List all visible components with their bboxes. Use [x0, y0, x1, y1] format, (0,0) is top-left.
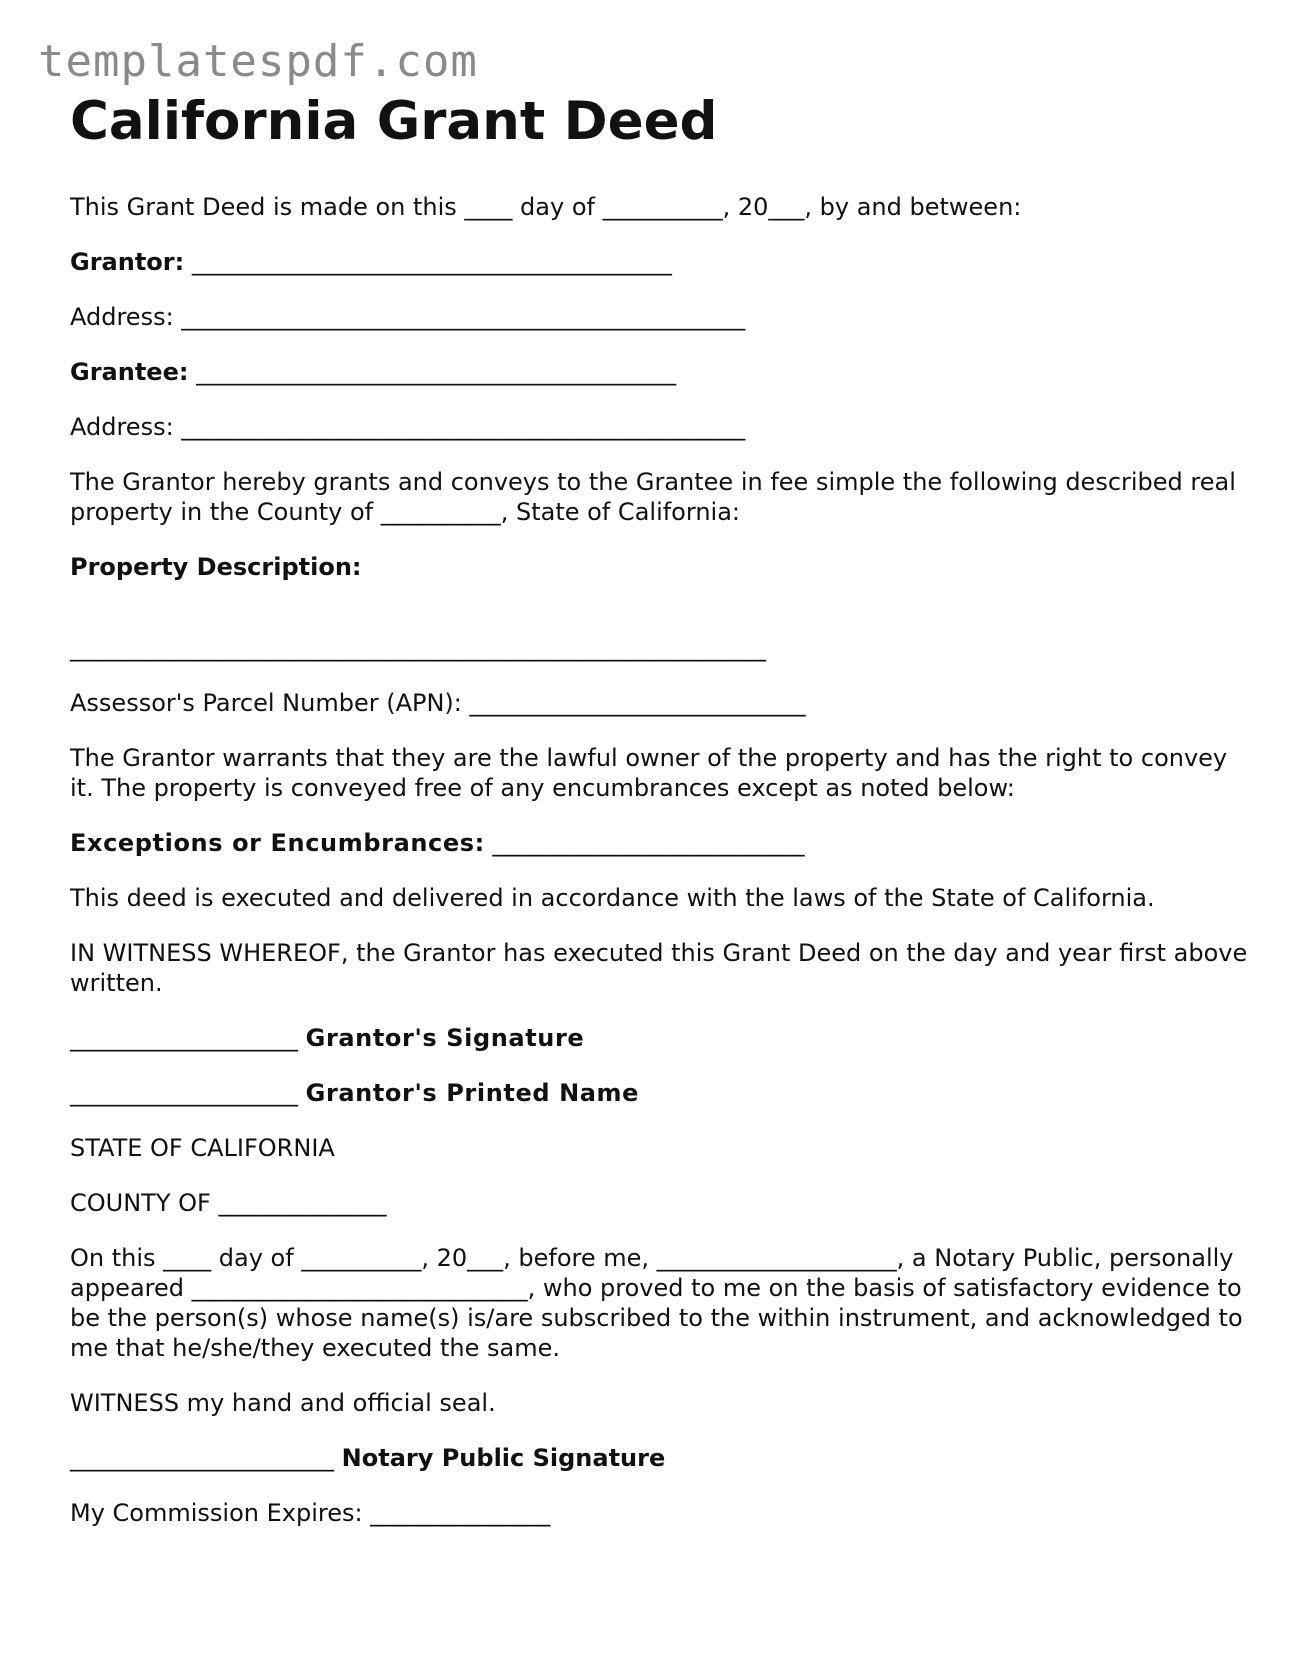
witness-paragraph: IN WITNESS WHEREOF, the Grantor has executed this Grant Deed on the day and year first above written.: [70, 939, 1248, 997]
grantor-printed-name-line: [70, 1078, 1250, 1108]
apn-line: Assessor's Parcel Number (APN): ____________________________: [70, 689, 806, 717]
exceptions-line: [70, 828, 1250, 858]
intro-line: This Grant Deed is made on this ____ day of __________, 20___, by and between:: [70, 193, 1022, 221]
warranty-paragraph: The Grantor warrants that they are the lawful owner of the property and has the right to convey it. The property is conveyed free of any encumbrances except as noted below:: [70, 744, 1228, 802]
grantor-label: Grantor:: [70, 248, 185, 276]
notary-signature-blank: ______________________: [70, 1444, 342, 1472]
exceptions-blank: __________________________: [484, 829, 805, 857]
grantor-signature-blank: ___________________: [70, 1024, 306, 1052]
county-line: COUNTY OF ______________: [70, 1189, 387, 1217]
property-description-blank: __________________________________________________________: [70, 634, 766, 662]
grantor-address-line: Address: _______________________________________________: [70, 303, 746, 331]
notary-signature-label: Notary Public Signature: [341, 1444, 666, 1472]
grantor-blank: ________________________________________: [184, 248, 672, 276]
grantee-label: Grantee:: [70, 358, 189, 386]
grant-deed-document: [70, 92, 1250, 1528]
grantor-printed-name-blank: ___________________: [70, 1079, 306, 1107]
watermark: templatespdf.com: [38, 36, 478, 87]
document-title: California Grant Deed: [70, 91, 718, 152]
grantor-printed-name-label: Grantor's Printed Name: [305, 1079, 640, 1107]
conveyance-paragraph: The Grantor hereby grants and conveys to the Grantee in fee simple the following described real property in the County of __________, State of California:: [70, 468, 1236, 526]
grantor-signature-label: Grantor's Signature: [305, 1024, 585, 1052]
property-description-label: Property Description:: [70, 553, 362, 581]
witness-seal-line: WITNESS my hand and official seal.: [70, 1389, 496, 1417]
grantor-line: [70, 247, 1250, 277]
state-line: STATE OF CALIFORNIA: [70, 1134, 335, 1162]
grantee-address-line: Address: _______________________________________________: [70, 413, 746, 441]
notary-signature-line: [70, 1443, 1250, 1473]
grantee-line: [70, 357, 1250, 387]
commission-line: My Commission Expires: _______________: [70, 1499, 551, 1527]
notary-paragraph: On this ____ day of __________, 20___, before me, ____________________, a Notary Public, personally appeared ____________________________, who proved to me on the basis of satisfactory evidence to be the person(s) whose name(s) is/are subscribed to the within instrument, and acknowledged to me that he/she/they executed the same.: [70, 1244, 1243, 1362]
grantee-blank: ________________________________________: [188, 358, 677, 386]
laws-line: This deed is executed and delivered in accordance with the laws of the State of California.: [70, 884, 1155, 912]
exceptions-label: Exceptions or Encumbrances:: [70, 829, 485, 857]
grantor-signature-line: [70, 1023, 1250, 1053]
